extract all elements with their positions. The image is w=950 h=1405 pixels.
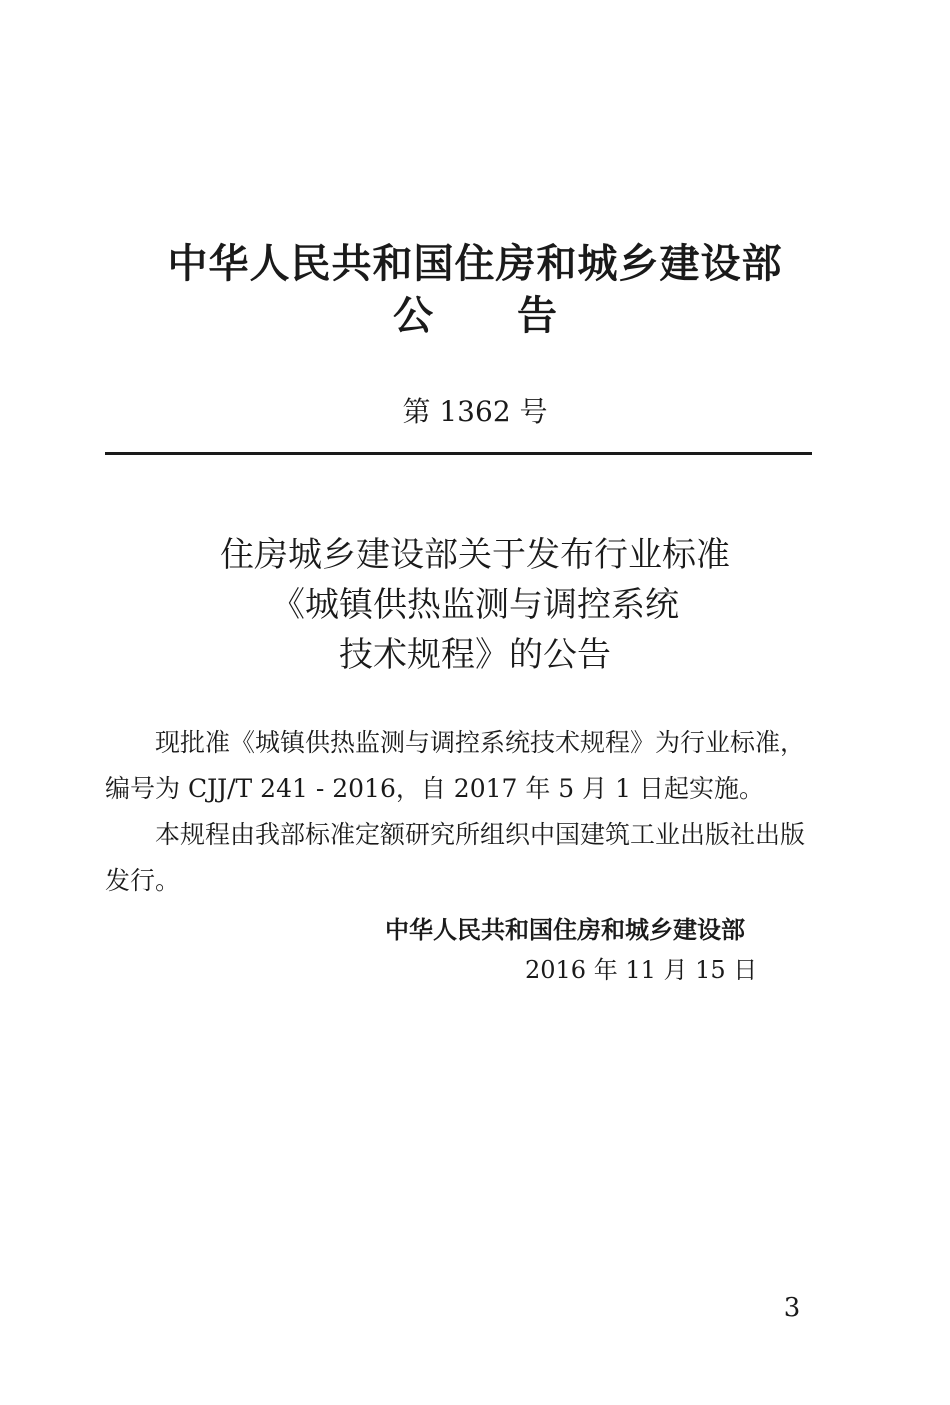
issue-date: 2016 年 11 月 15 日 — [525, 956, 758, 984]
body-paragraph-publication: 本规程由我部标准定额研究所组织中国建筑工业出版社出版发行。 — [105, 820, 806, 895]
issuer-signature: 中华人民共和国住房和城乡建设部 — [385, 916, 745, 944]
notice-title-line-3: 技术规程》的公告 — [339, 635, 611, 675]
notice-body — [105, 720, 815, 904]
bulletin-number: 第 1362 号 — [402, 395, 548, 428]
notice-title-line-2: 《城镇供热监测与调控系统 — [271, 585, 679, 625]
ministry-heading: 中华人民共和国住房和城乡建设部 — [167, 241, 783, 287]
page-number: 3 — [783, 1293, 801, 1323]
notice-title-line-1: 住房城乡建设部关于发布行业标准 — [220, 535, 730, 575]
notice-title — [0, 530, 950, 680]
header-divider — [105, 452, 812, 455]
body-paragraph-approval: 现批准《城镇供热监测与调控系统技术规程》为行业标准，编号为 CJJ/T 241 - 2016，自 2017 年 5 月 1 日起实施。 — [105, 728, 806, 803]
document-type-heading: 公告 — [393, 293, 641, 339]
